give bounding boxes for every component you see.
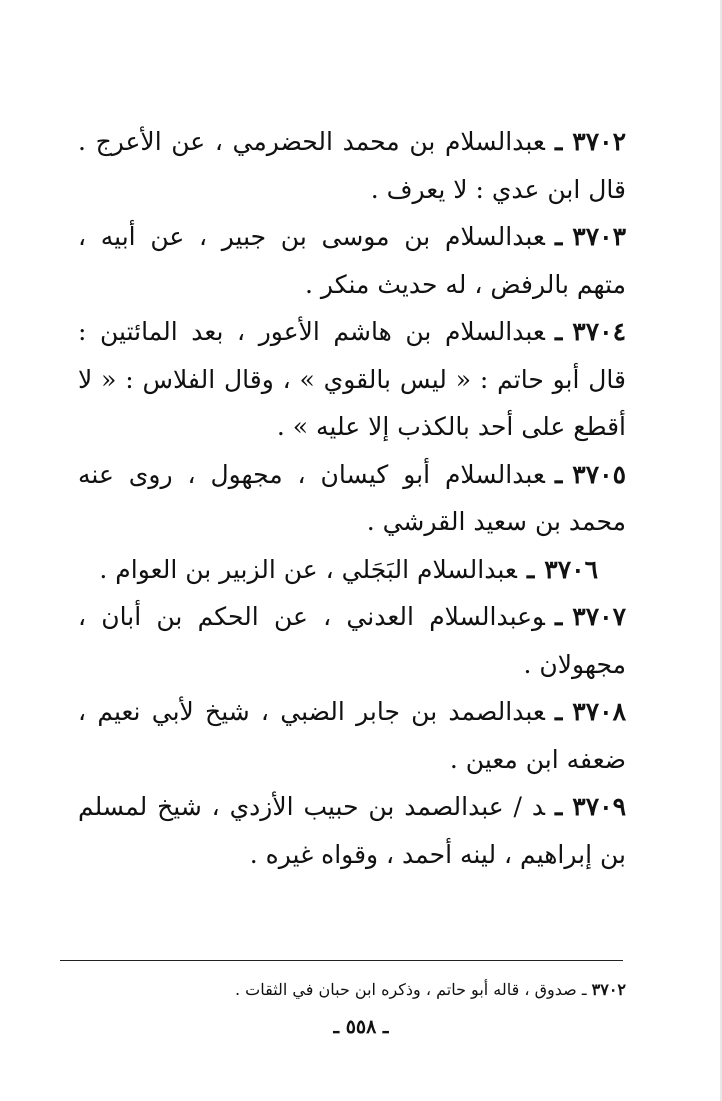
entry-dash: ـ bbox=[554, 602, 563, 631]
entry-number: ٣٧٠٧ bbox=[572, 602, 626, 631]
entry-number: ٣٧٠٨ bbox=[572, 697, 626, 726]
entry-text: عبدالسلام البَجَلي ، عن الزبير بن العوام . bbox=[99, 554, 517, 584]
entry-text: د / عبدالصمد بن حبيب الأزدي ، شيخ لمسلم بن إبراهيم ، لينه أحمد ، وقواه غيره . bbox=[78, 792, 626, 869]
entry-3707 bbox=[78, 593, 626, 688]
entry-text: عبدالصمد بن جابر الضبي ، شيخ لأبي نعيم ، ضعفه ابن معين . bbox=[78, 697, 626, 774]
page-number: ـ ٥٥٨ ـ bbox=[333, 1016, 389, 1038]
entry-text: عبدالسلام أبو كيسان ، مجهول ، روى عنه محمد بن سعيد القرشي . bbox=[78, 459, 626, 536]
entry-text: وعبدالسلام العدني ، عن الحكم بن أبان ، مجهولان . bbox=[78, 602, 626, 679]
footnote-number: ٣٧٠٢ bbox=[591, 980, 626, 999]
entry-dash: ـ bbox=[554, 127, 563, 156]
entry-number: ٣٧٠٥ bbox=[572, 459, 626, 489]
entry-dash: ـ bbox=[554, 222, 563, 251]
footnote-dash: ـ bbox=[581, 980, 587, 999]
entry-number: ٣٧٠٩ bbox=[572, 792, 626, 821]
entry-dash: ـ bbox=[554, 792, 563, 821]
entry-3702 bbox=[78, 118, 626, 213]
entry-3706 bbox=[78, 546, 626, 594]
entry-text: عبدالسلام بن محمد الحضرمي ، عن الأعرج . قال ابن عدي : لا يعرف . bbox=[78, 127, 626, 204]
entry-3703 bbox=[78, 213, 626, 308]
entry-dash: ـ bbox=[554, 459, 563, 489]
entry-3704 bbox=[78, 308, 626, 451]
entry-text: عبدالسلام بن موسى بن جبير ، عن أبيه ، متهم بالرفض ، له حديث منكر . bbox=[78, 222, 626, 299]
footnote bbox=[60, 976, 626, 1004]
entry-number: ٣٧٠٦ bbox=[544, 554, 598, 584]
entries-list bbox=[78, 118, 626, 878]
entry-text: عبدالسلام بن هاشم الأعور ، بعد المائتين : قال أبو حاتم : « ليس بالقوي » ، وقال الفلاس : « لا أقطع على أحد بالكذب إلا عليه » . bbox=[78, 317, 626, 441]
entry-3708 bbox=[78, 688, 626, 783]
entry-dash: ـ bbox=[554, 697, 563, 726]
entry-number: ٣٧٠٢ bbox=[572, 127, 626, 156]
entry-dash: ـ bbox=[554, 317, 563, 346]
entry-number: ٣٧٠٣ bbox=[572, 222, 626, 251]
footnote-text: صدوق ، قاله أبو حاتم ، وذكره ابن حبان في الثقات . bbox=[234, 980, 577, 999]
entry-3709 bbox=[78, 783, 626, 878]
entry-dash: ـ bbox=[526, 554, 535, 584]
entry-3705 bbox=[78, 451, 626, 546]
footnote-divider bbox=[60, 960, 623, 961]
entry-number: ٣٧٠٤ bbox=[572, 317, 626, 346]
